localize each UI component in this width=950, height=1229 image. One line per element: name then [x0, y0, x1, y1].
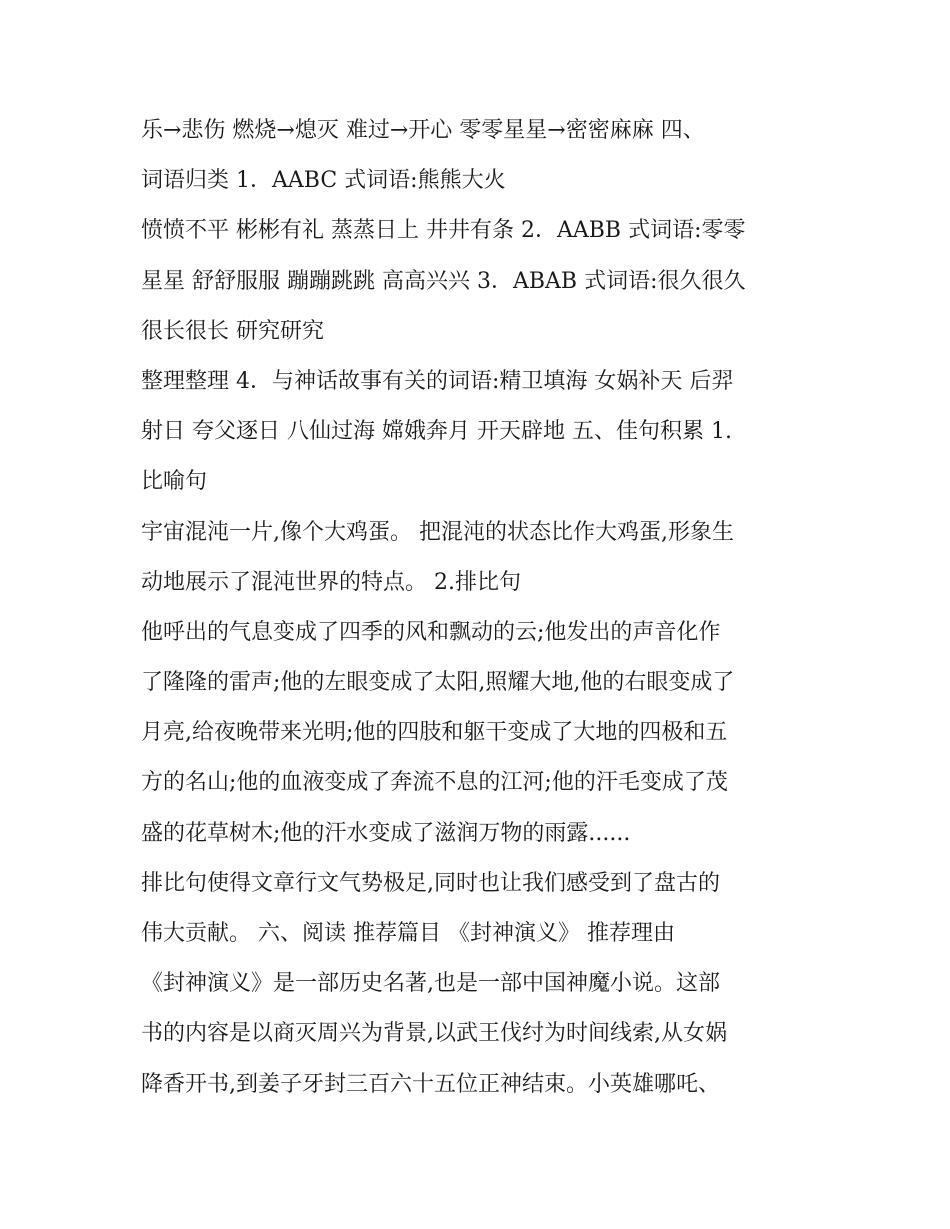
- text-line: 他呼出的气息变成了四季的风和飘动的云;他发出的声音化作: [141, 619, 721, 645]
- text-line: 《封神演义》是一部历史名著,也是一部中国神魔小说。这部: [141, 971, 720, 997]
- text-line: 了隆隆的雷声;他的左眼变成了太阳,照耀大地,他的右眼变成了: [141, 670, 735, 696]
- text-line: 动地展示了混沌世界的特点。 2.排比句: [141, 569, 521, 595]
- body-text: [141, 106, 821, 1110]
- text-line: 很长很长 研究研究: [141, 318, 324, 344]
- text-line: 排比句使得文章行文气势极足,同时也让我们感受到了盘古的: [141, 870, 720, 896]
- text-line: 降香开书,到姜子牙封三百六十五位正神结束。小英雄哪吒、: [141, 1071, 720, 1097]
- text-line: 词语归类 1．AABC 式词语:熊熊大火: [141, 168, 506, 194]
- text-line: 射日 夸父逐日 八仙过海 嫦娥奔月 开天辟地 五、佳句积累 1.: [141, 419, 732, 445]
- text-line: 书的内容是以商灭周兴为背景,以武王伐纣为时间线索,从女娲: [141, 1021, 727, 1047]
- text-line: 方的名山;他的血液变成了奔流不息的江河;他的汗毛变成了茂: [141, 770, 728, 796]
- text-line: 愤愤不平 彬彬有礼 蒸蒸日上 井井有条 2．AABB 式词语:零零: [141, 218, 746, 244]
- text-line: 星星 舒舒服服 蹦蹦跳跳 高高兴兴 3．ABAB 式词语:很久很久: [141, 268, 746, 294]
- text-line: 乐→悲伤 燃烧→熄灭 难过→开心 零零星星→密密麻麻 四、: [141, 118, 705, 143]
- text-line: 伟大贡献。 六、阅读 推荐篇目 《封神演义》 推荐理由: [141, 921, 675, 946]
- text-line: 盛的花草树木;他的汗水变成了滋润万物的雨露......: [141, 820, 631, 846]
- text-line: 月亮,给夜晚带来光明;他的四肢和躯干变成了大地的四极和五: [141, 720, 728, 746]
- text-line: 整理整理 4．与神话故事有关的词语:精卫填海 女娲补天 后羿: [141, 368, 734, 394]
- text-line: 宇宙混沌一片,像个大鸡蛋。 把混沌的状态比作大鸡蛋,形象生: [141, 519, 734, 545]
- text-line: 比喻句: [141, 469, 208, 495]
